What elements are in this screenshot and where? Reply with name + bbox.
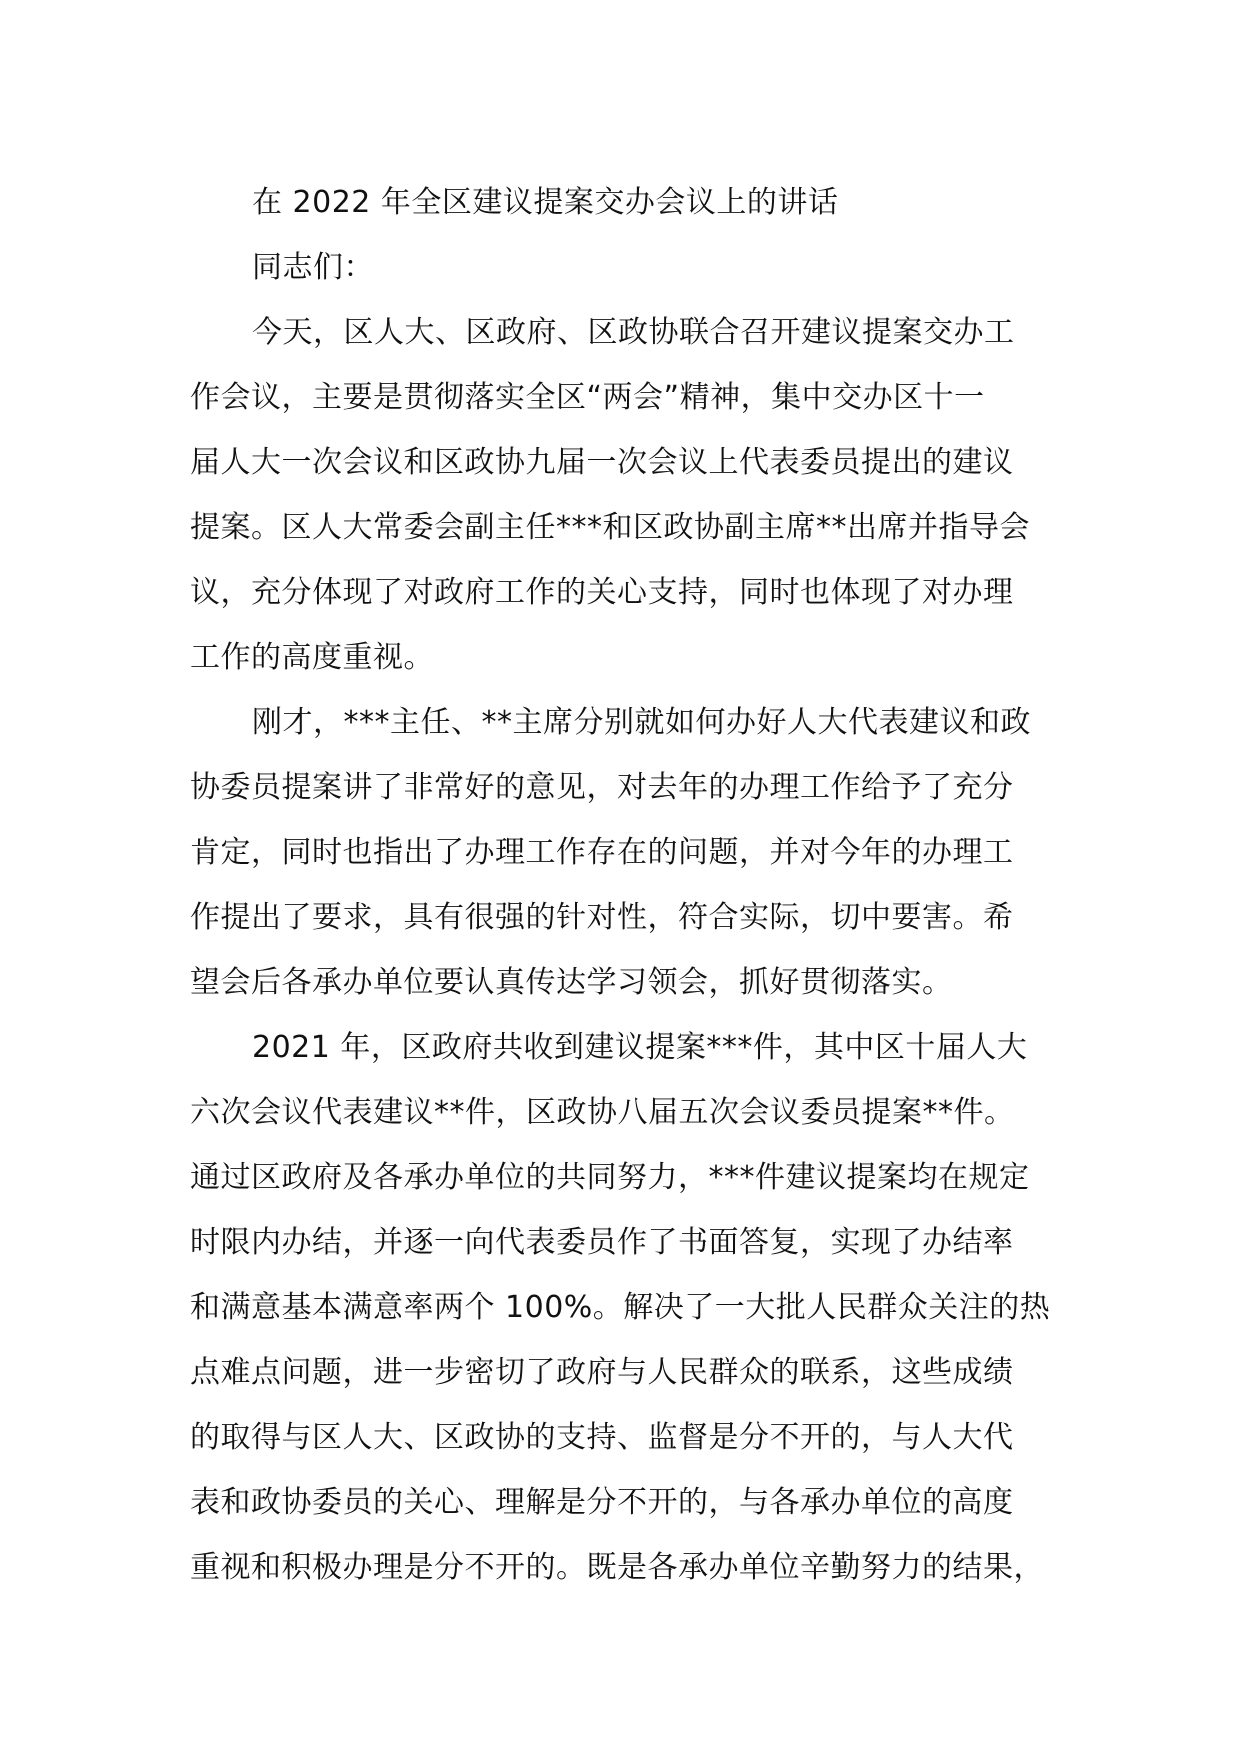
paragraph-3-line-6: 点难点问题，进一步密切了政府与人民群众的联系，这些成绩: [190, 1355, 1014, 1390]
paragraph-2-line-1: 刚才，***主任、**主席分别就如何办好人大代表建议和政: [252, 705, 1031, 740]
paragraph-1-line-3: 届人大一次会议和区政协九届一次会议上代表委员提出的建议: [190, 445, 1014, 480]
paragraph-1-line-1: 今天，区人大、区政府、区政协联合召开建议提案交办工: [252, 315, 1015, 350]
paragraph-3-line-7: 的取得与区人大、区政协的支持、监督是分不开的，与人大代: [190, 1420, 1014, 1455]
paragraph-2-line-2: 协委员提案讲了非常好的意见，对去年的办理工作给予了充分: [190, 770, 1014, 805]
paragraph-3-line-4: 时限内办结，并逐一向代表委员作了书面答复，实现了办结率: [190, 1225, 1014, 1260]
paragraph-3-line-8: 表和政协委员的关心、理解是分不开的，与各承办单位的高度: [190, 1485, 1014, 1520]
paragraph-1-line-2: 作会议，主要是贯彻落实全区“两会”精神，集中交办区十一: [190, 380, 985, 415]
paragraph-1-line-4: 提案。区人大常委会副主任***和区政协副主席**出席并指导会: [190, 510, 1030, 545]
paragraph-1-line-6: 工作的高度重视。: [190, 640, 434, 675]
paragraph-3-line-1: 2021 年，区政府共收到建议提案***件，其中区十届人大: [252, 1030, 1028, 1065]
paragraph-3-line-9: 重视和积极办理是分不开的。既是各承办单位辛勤努力的结果，: [190, 1550, 1044, 1585]
paragraph-2-line-3: 肯定，同时也指出了办理工作存在的问题，并对今年的办理工: [190, 835, 1014, 870]
document-title: 在 2022 年全区建议提案交办会议上的讲话: [252, 185, 839, 220]
paragraph-3-line-2: 六次会议代表建议**件，区政协八届五次会议委员提案**件。: [190, 1095, 1015, 1130]
document-body: [190, 170, 1070, 1600]
paragraph-3-line-5: 和满意基本满意率两个 100%。解决了一大批人民群众关注的热: [190, 1290, 1051, 1325]
paragraph-1-line-5: 议，充分体现了对政府工作的关心支持，同时也体现了对办理: [190, 575, 1014, 610]
paragraph-2-line-4: 作提出了要求，具有很强的针对性，符合实际，切中要害。希: [190, 900, 1014, 935]
paragraph-2-line-5: 望会后各承办单位要认真传达学习领会，抓好贯彻落实。: [190, 965, 953, 1000]
paragraph-3-line-3: 通过区政府及各承办单位的共同努力，***件建议提案均在规定: [190, 1160, 1030, 1195]
salutation: 同志们：: [252, 250, 374, 285]
